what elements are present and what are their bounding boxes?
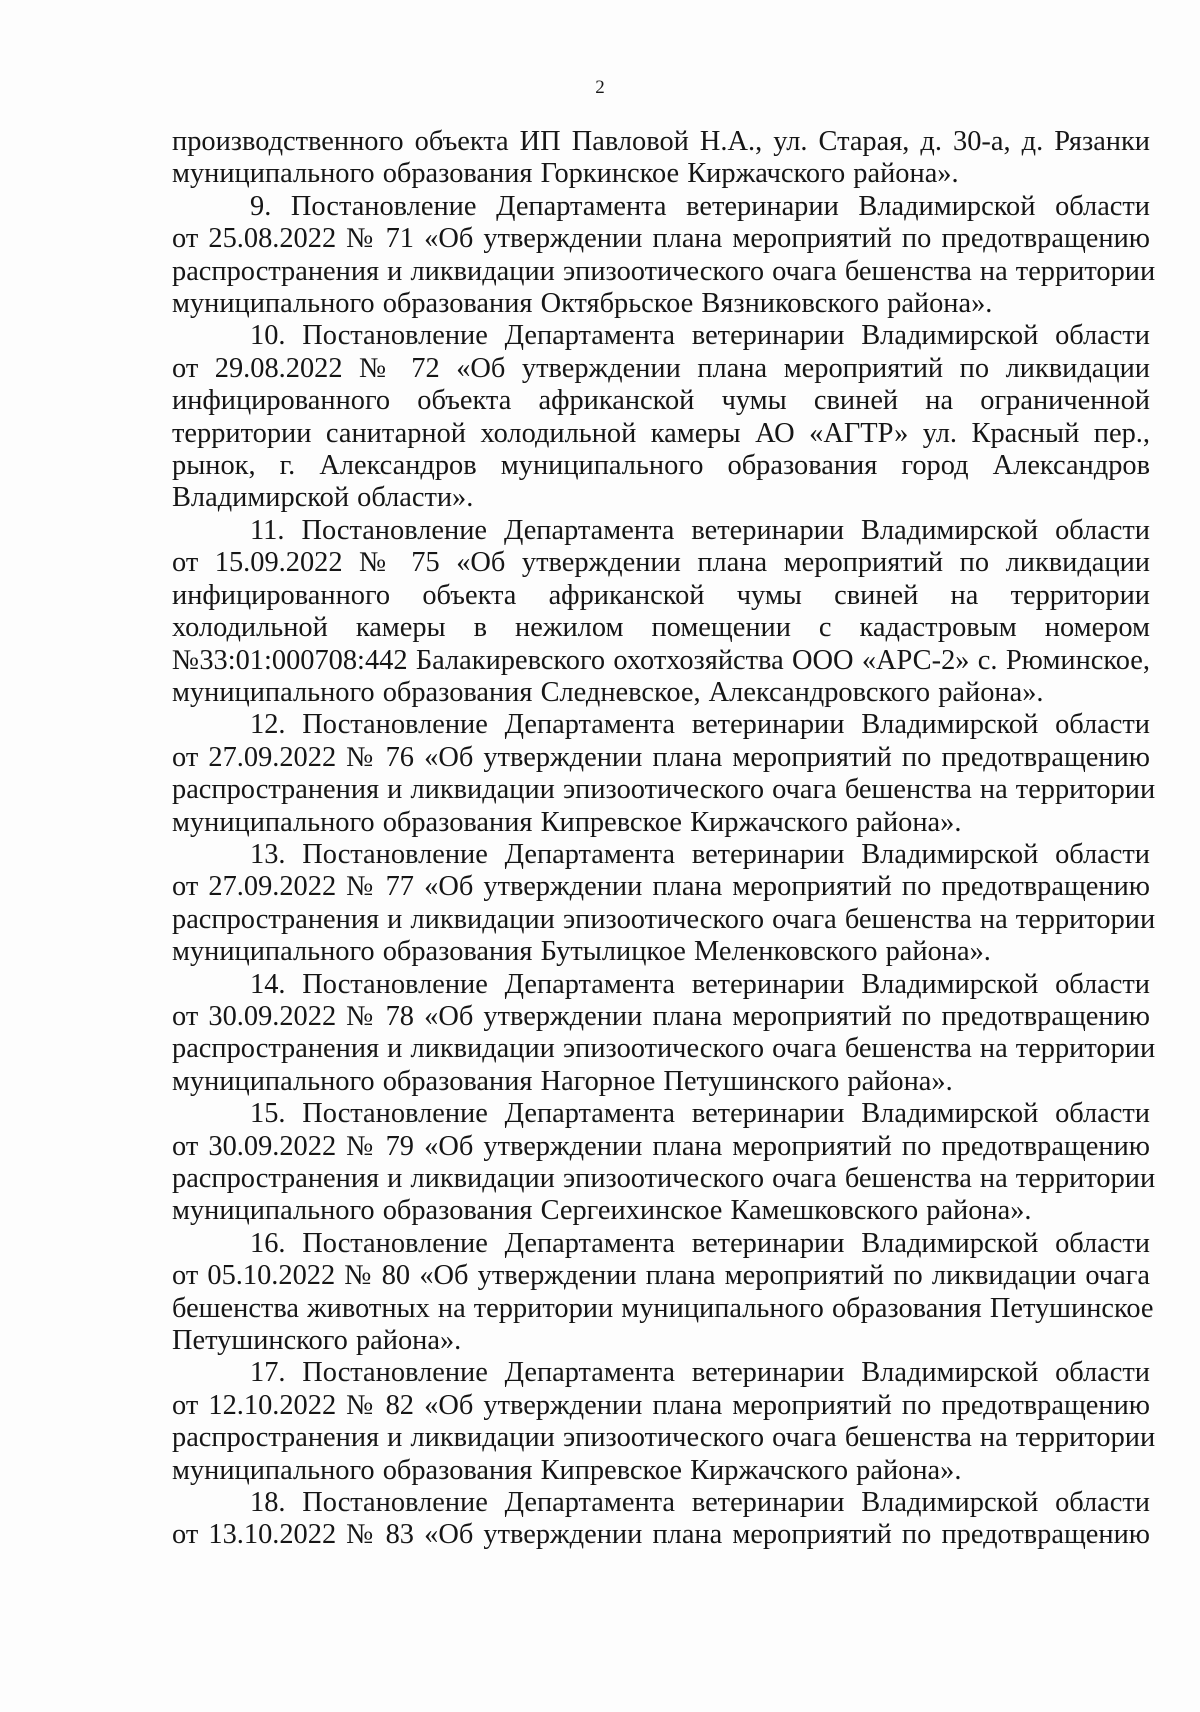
text-line: распространения и ликвидации эпизоотического очага бешенства на территории	[172, 255, 1156, 287]
paragraph	[172, 968, 1156, 1099]
text-line: муниципального образования Нагорное Петушинского района».	[172, 1065, 953, 1097]
text-line: территории санитарной холодильной камеры АО «АГТР» ул. Красный пер.,	[172, 417, 1150, 449]
text-line: распространения и ликвидации эпизоотического очага бешенства на территории	[172, 903, 1156, 935]
text-line: от 27.09.2022 № 77 «Об утверждении плана мероприятий по предотвращению	[172, 871, 1150, 903]
text-line: 11. Постановление Департамента ветеринарии Владимирской области	[250, 514, 1150, 546]
text-line: 13. Постановление Департамента ветеринарии Владимирской области	[250, 838, 1150, 870]
text-line: муниципального образования Кипревское Киржачского района».	[172, 806, 962, 838]
text-line: Владимирской области».	[172, 482, 474, 514]
text-line: производственного объекта ИП Павловой Н.А., ул. Старая, д. 30-а, д. Рязанки	[172, 126, 1150, 157]
text-line: от 30.09.2022 № 79 «Об утверждении плана мероприятий по предотвращению	[172, 1130, 1150, 1162]
text-line: Петушинского района».	[172, 1325, 462, 1357]
text-line: 17. Постановление Департамента ветеринарии Владимирской области	[250, 1357, 1150, 1389]
text-line: 14. Постановление Департамента ветеринарии Владимирской области	[250, 968, 1150, 1000]
text-line: от 12.10.2022 № 82 «Об утверждении плана мероприятий по предотвращению	[172, 1389, 1150, 1421]
document-body	[172, 126, 1156, 1552]
paragraph	[172, 1487, 1150, 1552]
text-line: 10. Постановление Департамента ветеринарии Владимирской области	[250, 320, 1150, 352]
text-line: от 29.08.2022 № 72 «Об утверждении плана мероприятий по ликвидации	[172, 352, 1150, 384]
text-line: 9. Постановление Департамента ветеринарии Владимирской области	[250, 190, 1150, 222]
text-line: от 15.09.2022 № 75 «Об утверждении плана мероприятий по ликвидации	[172, 547, 1150, 579]
text-line: муниципального образования Горкинское Киржачского района».	[172, 158, 959, 190]
paragraph	[172, 126, 1150, 191]
text-line: муниципального образования Сергеихинское Камешковского района».	[172, 1195, 1032, 1227]
text-line: 15. Постановление Департамента ветеринарии Владимирской области	[250, 1098, 1150, 1130]
paragraph	[172, 838, 1156, 969]
text-line: холодильной камеры в нежилом помещении с кадастровым номером	[172, 612, 1150, 644]
text-line: муниципального образования Бутылицкое Меленковского района».	[172, 936, 991, 968]
text-line: от 30.09.2022 № 78 «Об утверждении плана мероприятий по предотвращению	[172, 1000, 1150, 1032]
page-number: 2	[595, 77, 605, 98]
text-line: муниципального образования Октябрьское Вязниковского района».	[172, 288, 993, 320]
text-line: рынок, г. Александров муниципального образования город Александров	[172, 450, 1150, 482]
text-line: бешенства животных на территории муниципального образования Петушинское	[172, 1292, 1154, 1324]
text-line: инфицированного объекта африканской чумы свиней на территории	[172, 579, 1150, 611]
text-line: распространения и ликвидации эпизоотического очага бешенства на территории	[172, 1033, 1156, 1065]
text-line: распространения и ликвидации эпизоотического очага бешенства на территории	[172, 774, 1156, 806]
text-line: №33:01:000708:442 Балакиревского охотхозяйства ООО «АРС-2» с. Рюминское,	[172, 644, 1150, 676]
text-line: распространения и ликвидации эпизоотического очага бешенства на территории	[172, 1422, 1156, 1454]
paragraph	[172, 1357, 1156, 1487]
text-line: от 25.08.2022 № 71 «Об утверждении плана мероприятий по предотвращению	[172, 223, 1150, 255]
text-line: 18. Постановление Департамента ветеринарии Владимирской области	[250, 1487, 1150, 1519]
paragraph	[172, 709, 1156, 839]
text-line: муниципального образования Кипревское Киржачского района».	[172, 1454, 962, 1486]
paragraph	[172, 1098, 1156, 1228]
text-line: распространения и ликвидации эпизоотического очага бешенства на территории	[172, 1163, 1156, 1194]
paragraph	[172, 515, 1150, 709]
paragraph	[172, 190, 1156, 321]
text-line: 12. Постановление Департамента ветеринарии Владимирской области	[250, 709, 1150, 741]
text-line: от 27.09.2022 № 76 «Об утверждении плана мероприятий по предотвращению	[172, 741, 1150, 773]
paragraph	[172, 1227, 1154, 1358]
text-line: от 05.10.2022 № 80 «Об утверждении плана мероприятий по ликвидации очага	[172, 1260, 1150, 1292]
text-line: инфицированного объекта африканской чумы свиней на ограниченной	[172, 385, 1150, 417]
text-line: 16. Постановление Департамента ветеринарии Владимирской области	[250, 1227, 1150, 1259]
paragraph	[172, 320, 1150, 514]
text-line: муниципального образования Следневское, Александровского района».	[172, 676, 1044, 708]
text-line: от 13.10.2022 № 83 «Об утверждении плана мероприятий по предотвращению	[172, 1519, 1150, 1551]
